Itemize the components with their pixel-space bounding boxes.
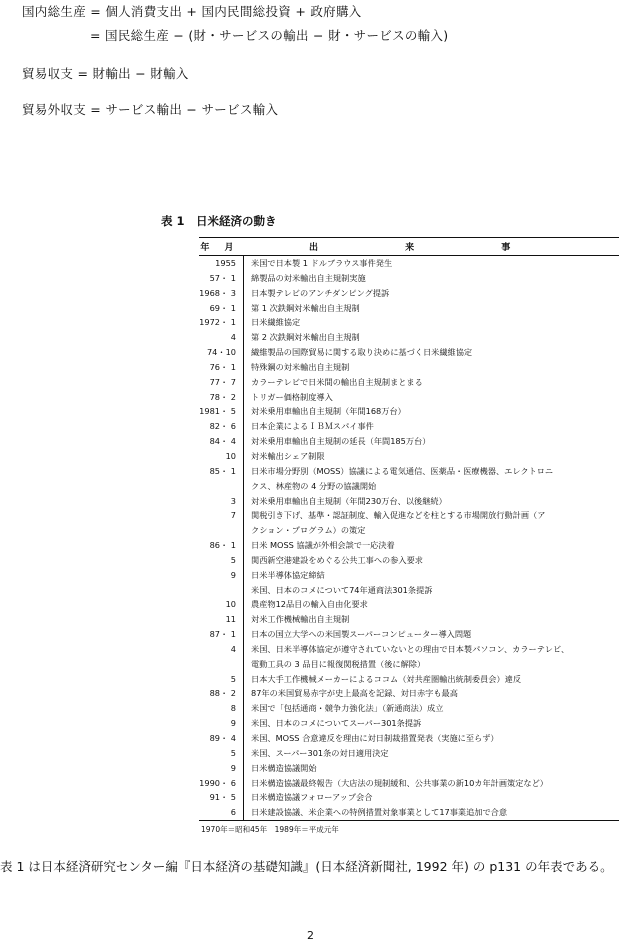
- table-row: [199, 672, 619, 687]
- table-row: [199, 508, 619, 523]
- row-date: 3: [230, 495, 236, 506]
- row-date: 88・ 2: [209, 688, 236, 699]
- row-date: 1981・ 5: [199, 406, 236, 417]
- table-row: [199, 538, 619, 553]
- table-row: [199, 404, 619, 419]
- row-event: 関税引き下げ、基準・認証制度、輸入促進などを柱とする市場開放行動計画（ア: [251, 510, 546, 521]
- row-date: 5: [230, 673, 236, 684]
- row-event: 農産物12品目の輸入自由化要求: [251, 599, 368, 610]
- row-event: カラーテレビで日米間の輸出自主規制まとまる: [251, 376, 423, 387]
- table-row: [199, 583, 619, 598]
- row-event: クション・プログラム）の策定: [251, 525, 366, 536]
- table-row: [199, 315, 619, 330]
- row-event: 繊維製品の国際貿易に関する取り決めに基づく日米繊維協定: [251, 347, 473, 358]
- row-date: 5: [230, 554, 236, 565]
- table-row: [199, 761, 619, 776]
- table-bottom-rule: [199, 820, 619, 821]
- row-event: 日本企業によるＩＢＭスパイ事件: [251, 421, 374, 432]
- row-event: 対米乗用車輸出自主規制の延長（年間185万台）: [251, 436, 431, 447]
- row-event: クス、林産物の 4 分野の協議開始: [251, 480, 377, 491]
- table-row: [199, 434, 619, 449]
- table-footnote: 1970年＝昭和45年 1989年＝平成元年: [201, 825, 339, 835]
- table-row: [199, 686, 619, 701]
- row-date: 78・ 2: [209, 391, 236, 402]
- gdp-formula-line2: = 国民総生産 − (財・サービスの輸出 − 財・サービスの輸入): [90, 28, 449, 43]
- row-event: 日米半導体協定締結: [251, 569, 325, 580]
- table-row: [199, 597, 619, 612]
- table-row: [199, 612, 619, 627]
- row-date: 5: [230, 747, 236, 758]
- table-row: [199, 449, 619, 464]
- table-row: [199, 701, 619, 716]
- row-date: 87・ 1: [209, 629, 236, 640]
- row-event: 米国、スーパー301条の対日適用決定: [251, 747, 389, 758]
- page-number: 2: [307, 929, 314, 942]
- table-row: [199, 345, 619, 360]
- row-event: 日米構造協議最終報告（大店法の規制緩和、公共事業の新10カ年計画策定など）: [251, 777, 548, 788]
- row-event: 米国、日本のコメについてスーパー301条提訴: [251, 718, 422, 729]
- row-date: 76・ 1: [209, 361, 236, 372]
- trade-balance-formula: 貿易収支 = 財輸出 − 財輸入: [22, 66, 189, 81]
- table-row: [199, 642, 619, 657]
- row-date: 1990・ 6: [199, 777, 236, 788]
- table-row: [199, 256, 619, 271]
- table-row: [199, 464, 619, 479]
- table-row: [199, 746, 619, 761]
- row-event: トリガー価格制度導入: [251, 391, 333, 402]
- row-date: 8: [230, 703, 236, 714]
- row-date: 4: [230, 332, 236, 343]
- table-row: [199, 790, 619, 805]
- row-date: 84・ 4: [209, 436, 236, 447]
- chronology-table: [199, 237, 619, 835]
- row-date: 69・ 1: [209, 302, 236, 313]
- row-date: 74・10: [206, 347, 236, 358]
- row-date: 1968・ 3: [199, 287, 236, 298]
- header-year-month: 年 月: [200, 243, 240, 253]
- row-event: 関西新空港建設をめぐる公共工事への参入要求: [251, 554, 423, 565]
- table-row: [199, 390, 619, 405]
- row-date: 86・ 1: [209, 540, 236, 551]
- row-date: 89・ 4: [209, 733, 236, 743]
- row-event: 特殊鋼の対米輸出自主規制: [251, 361, 350, 372]
- row-event: 米国、MOSS 合意違反を理由に対日制裁措置発表（実施に至らず）: [251, 733, 499, 743]
- row-date: 10: [225, 450, 236, 461]
- table-row: [199, 568, 619, 583]
- row-date: 1955: [215, 258, 236, 268]
- row-event: 日米市場分野別（MOSS）協議による電気通信、医薬品・医療機器、エレクトロニ: [251, 465, 554, 476]
- row-event: 第 2 次鉄鋼対米輸出自主規制: [251, 332, 360, 343]
- row-event: 日本大手工作機械メーカーによるココム（対共産圏輸出統制委員会）違反: [251, 673, 522, 684]
- row-date: 57・ 1: [209, 272, 236, 283]
- row-date: 9: [230, 762, 236, 773]
- row-event: 日米 MOSS 協議が外相会談で一応決着: [251, 540, 395, 551]
- row-date: 11: [225, 614, 236, 625]
- row-date: 77・ 7: [209, 376, 236, 387]
- table-row: [199, 731, 619, 746]
- row-date: 10: [225, 599, 236, 610]
- row-event: 日本の国立大学への米国製スーパーコンピューター導入問題: [251, 629, 472, 640]
- table-row: [199, 479, 619, 494]
- invisible-trade-formula: 貿易外収支 = サービス輸出 − サービス輸入: [22, 102, 279, 117]
- table-row: [199, 330, 619, 345]
- row-event: 米国、日米半導体協定が遵守されていないとの理由で日本製パソコン、カラーテレビ、: [251, 643, 570, 654]
- row-date: 1972・ 1: [199, 317, 236, 328]
- row-event: 綿製品の対米輸出自主規制実施: [251, 272, 366, 283]
- row-event: 87年の米国貿易赤字が史上最高を記録、対日赤字も最高: [251, 688, 458, 699]
- row-event: 日米建設協議、米企業への特例措置対象事業として17事業追加で合意: [251, 807, 508, 818]
- row-date: 9: [230, 569, 236, 580]
- row-event: 電動工具の 3 品目に報復関税措置（後に解除）: [251, 658, 426, 669]
- row-date: 4: [230, 643, 236, 654]
- table-row: [199, 301, 619, 316]
- table-row: [199, 375, 619, 390]
- row-event: 日米構造協議フォローアップ会合: [251, 792, 373, 803]
- row-date: 9: [230, 718, 236, 729]
- table-row: [199, 494, 619, 509]
- table-row: [199, 657, 619, 672]
- table-row: [199, 523, 619, 538]
- table-row: [199, 271, 619, 286]
- row-event: 米国で日本製 1 ドルブラウス事件発生: [251, 258, 393, 268]
- source-note: 表 1 は日本経済研究センター編『日本経済の基礎知識』(日本経済新聞社, 1992 年) の p131 の年表である。: [0, 859, 613, 874]
- row-date: 7: [230, 510, 236, 521]
- table-row: [199, 716, 619, 731]
- row-date: 91・ 5: [209, 792, 236, 803]
- table-row: [199, 286, 619, 301]
- table-row: [199, 776, 619, 791]
- table-row: [199, 805, 619, 820]
- gdp-formula-line1: 国内総生産 = 個人消費支出 + 国内民間総投資 + 政府購入: [22, 4, 362, 19]
- row-event: 米国、日本のコメについて74年通商法301条提訴: [251, 584, 433, 595]
- row-event: 日米繊維協定: [251, 317, 301, 328]
- row-date: 82・ 6: [209, 421, 236, 432]
- row-date: 85・ 1: [209, 465, 236, 476]
- row-event: 日米構造協議開始: [251, 762, 317, 773]
- row-event: 対米乗用車輸出自主規制（年間230万台、以後継続）: [251, 495, 447, 506]
- row-event: 第 1 次鉄鋼対米輸出自主規制: [251, 302, 360, 313]
- row-event: 米国で「包括通商・競争力強化法」（新通商法）成立: [251, 703, 444, 714]
- row-event: 対米工作機械輸出自主規制: [251, 614, 350, 625]
- table-row: [199, 360, 619, 375]
- table-caption: 表 1 日米経済の動き: [161, 214, 277, 228]
- table-row: [199, 627, 619, 642]
- row-event: 日本製テレビのアンチダンピング提訴: [251, 287, 390, 298]
- row-date: 6: [230, 807, 236, 818]
- table-row: [199, 553, 619, 568]
- header-events: 出 来 事: [309, 243, 553, 253]
- row-event: 対米乗用車輸出自主規制（年間168万台）: [251, 406, 406, 417]
- table-header: [199, 237, 619, 256]
- table-body: [199, 256, 619, 820]
- row-event: 対米輸出シェア制限: [251, 450, 325, 461]
- table-row: [199, 419, 619, 434]
